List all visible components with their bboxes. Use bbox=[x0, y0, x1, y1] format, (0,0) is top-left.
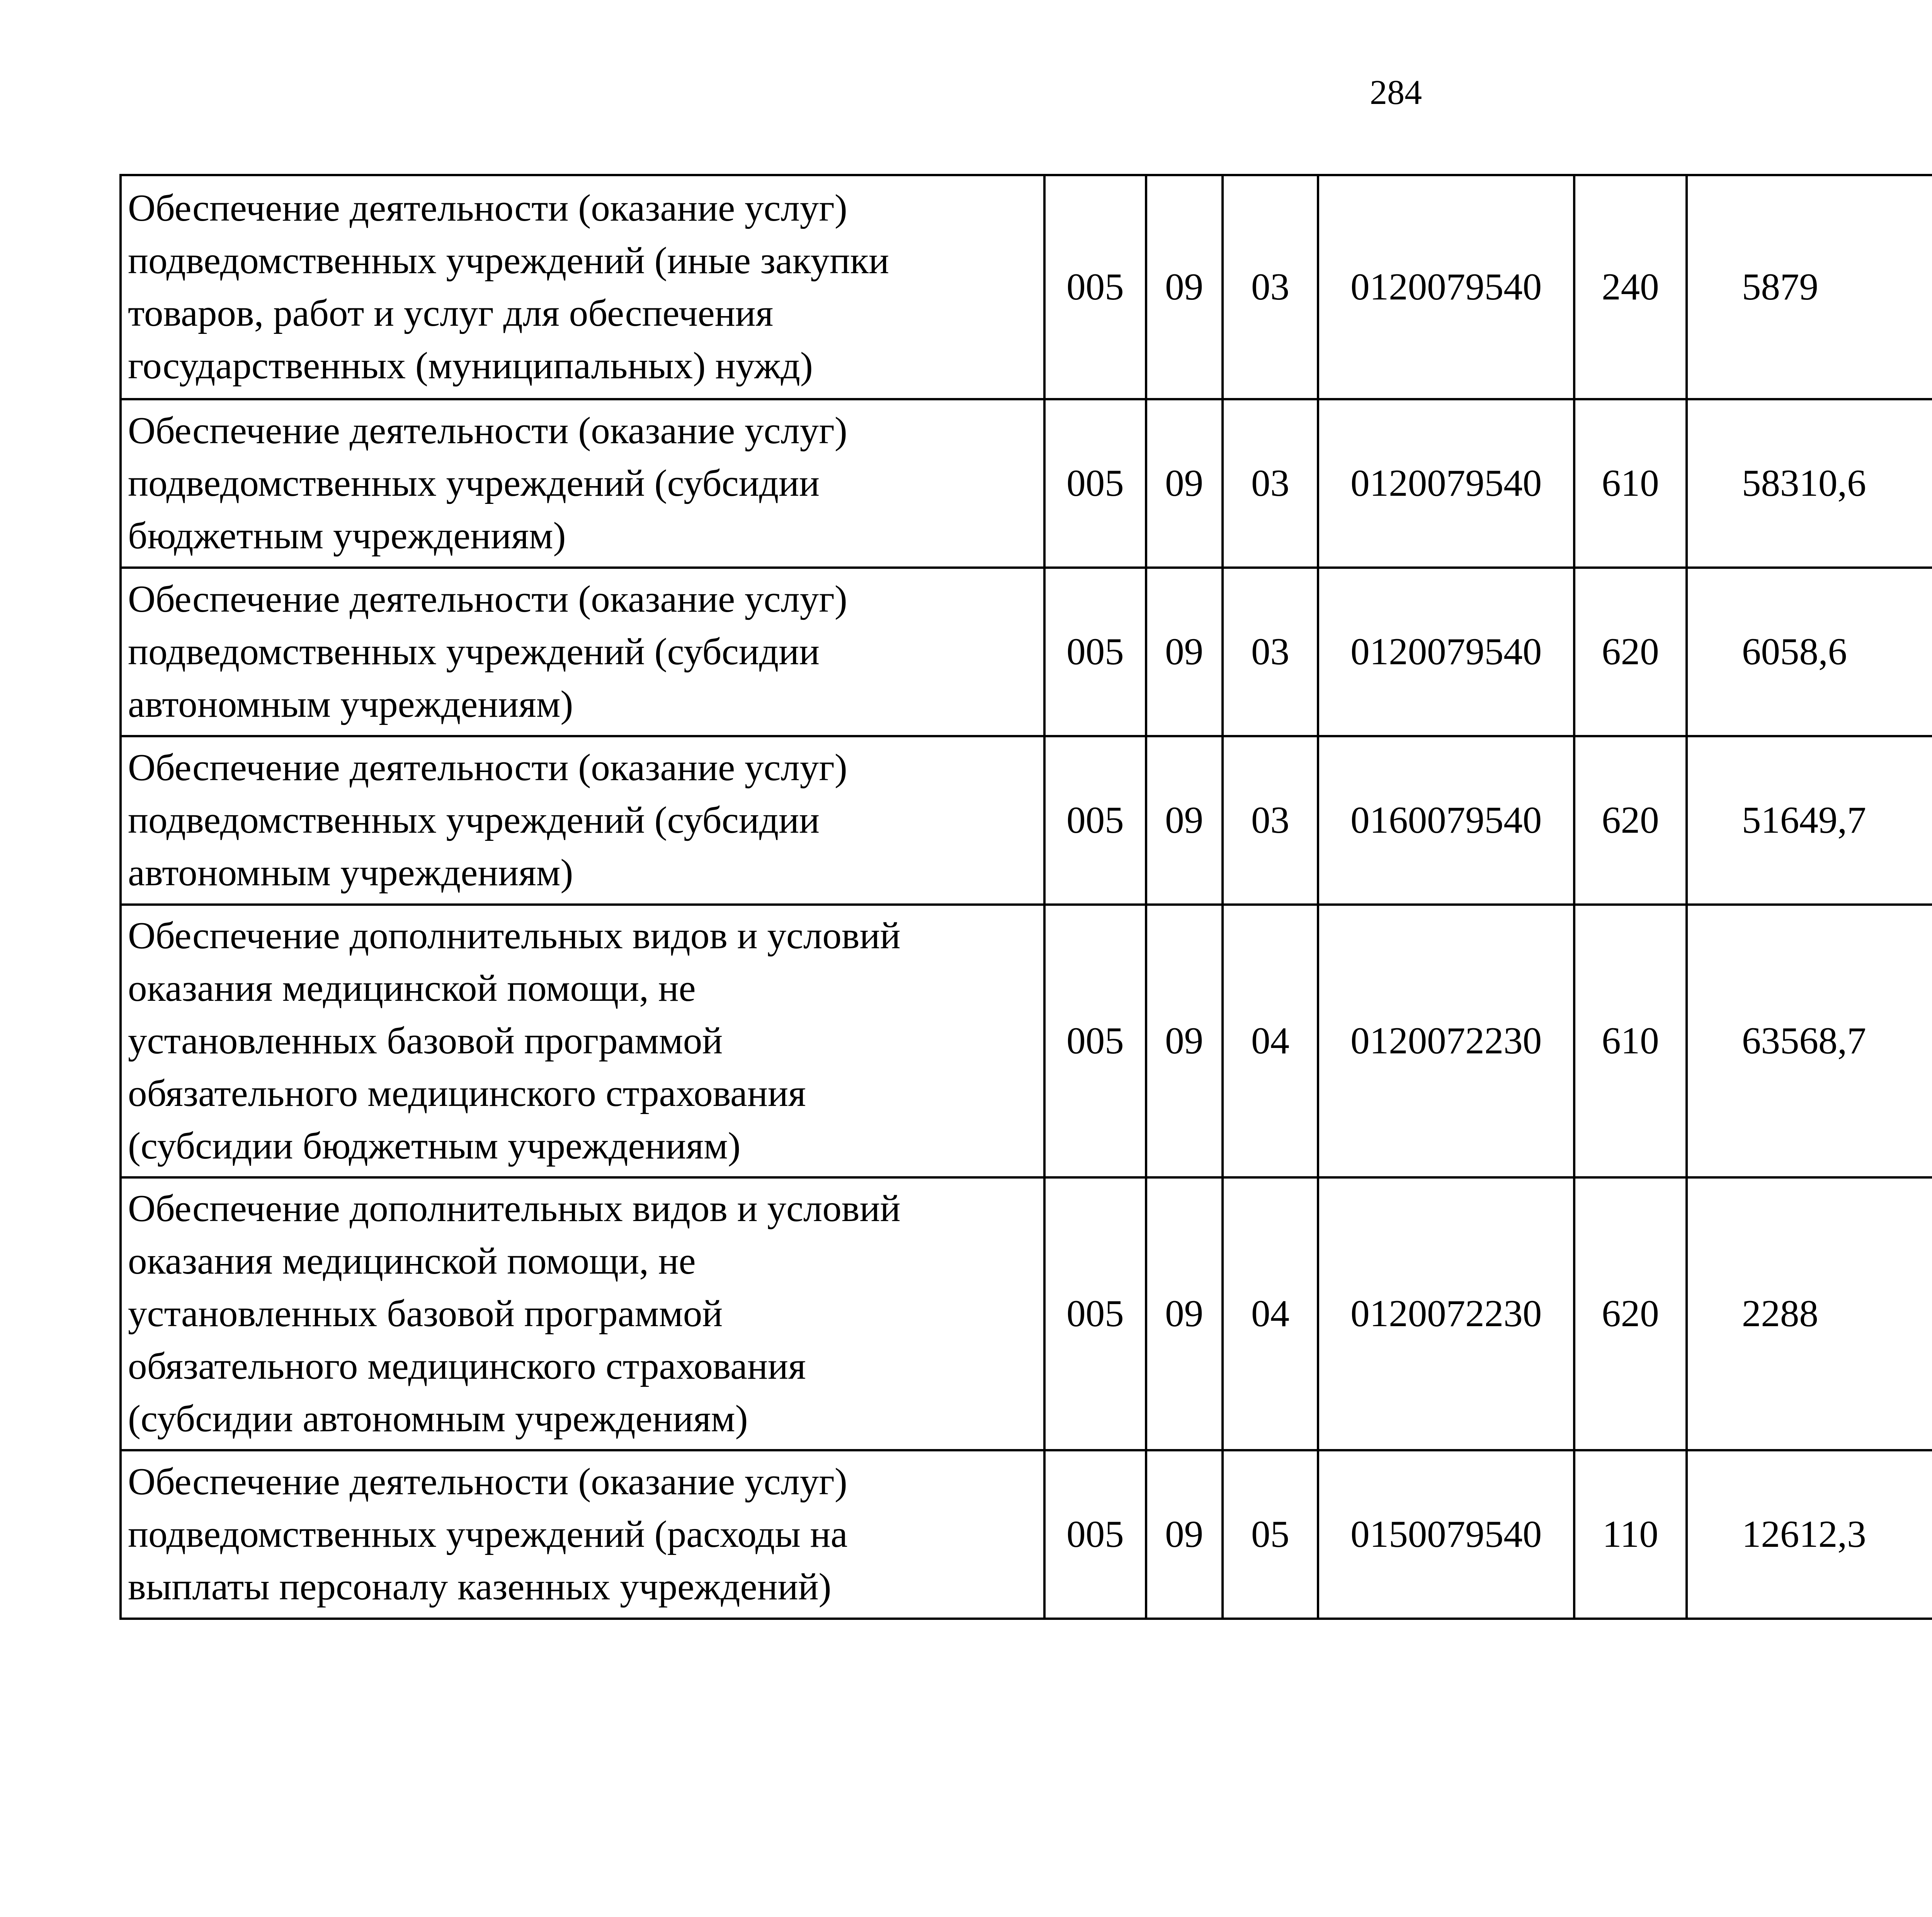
subsection-code-cell: 04 bbox=[1223, 905, 1318, 1177]
subsection-code-cell: 05 bbox=[1223, 1450, 1318, 1619]
description-line: автономным учреждениям) bbox=[128, 683, 573, 725]
expense-type-code-cell: 620 bbox=[1574, 1177, 1687, 1450]
expense-type-code-cell: 620 bbox=[1574, 568, 1687, 736]
budget-table bbox=[119, 174, 1932, 1620]
description-line: государственных (муниципальных) нужд) bbox=[128, 345, 813, 387]
description-line: выплаты персоналу казенных учреждений) bbox=[128, 1566, 832, 1608]
description-line: Обеспечение деятельности (оказание услуг) bbox=[128, 578, 847, 620]
target-article-code-cell: 0120079540 bbox=[1318, 175, 1574, 399]
description-line: Обеспечение деятельности (оказание услуг) bbox=[128, 187, 847, 229]
amount-year1-cell: 2288 bbox=[1687, 1177, 1932, 1450]
target-article-code-cell: 0150079540 bbox=[1318, 1450, 1574, 1619]
table-row bbox=[121, 399, 1932, 568]
table-row bbox=[121, 1177, 1932, 1450]
amount-year1-cell: 58310,6 bbox=[1687, 399, 1932, 568]
description-line: обязательного медицинского страхования bbox=[128, 1072, 806, 1114]
expense-description-cell bbox=[121, 175, 1044, 399]
ministry-code-cell: 005 bbox=[1044, 1177, 1146, 1450]
description-line: подведомственных учреждений (субсидии bbox=[128, 631, 820, 673]
target-article-code-cell: 0120072230 bbox=[1318, 905, 1574, 1177]
description-line: оказания медицинской помощи, не bbox=[128, 967, 696, 1009]
subsection-code-cell: 03 bbox=[1223, 568, 1318, 736]
table-row bbox=[121, 736, 1932, 905]
expense-description-cell bbox=[121, 736, 1044, 905]
description-line: установленных базовой программой bbox=[128, 1293, 723, 1335]
subsection-code-cell: 04 bbox=[1223, 1177, 1318, 1450]
target-article-code-cell: 0120079540 bbox=[1318, 399, 1574, 568]
description-line: товаров, работ и услуг для обеспечения bbox=[128, 292, 774, 334]
section-code-cell: 09 bbox=[1146, 175, 1223, 399]
page-number: 284 bbox=[1370, 73, 1422, 112]
amount-year1-cell: 12612,3 bbox=[1687, 1450, 1932, 1619]
description-line: оказания медицинской помощи, не bbox=[128, 1240, 696, 1282]
table-row bbox=[121, 568, 1932, 736]
section-code-cell: 09 bbox=[1146, 1450, 1223, 1619]
subsection-code-cell: 03 bbox=[1223, 175, 1318, 399]
subsection-code-cell: 03 bbox=[1223, 399, 1318, 568]
ministry-code-cell: 005 bbox=[1044, 568, 1146, 736]
section-code-cell: 09 bbox=[1146, 1177, 1223, 1450]
expense-description-cell bbox=[121, 1177, 1044, 1450]
target-article-code-cell: 0120079540 bbox=[1318, 568, 1574, 736]
section-code-cell: 09 bbox=[1146, 568, 1223, 736]
section-code-cell: 09 bbox=[1146, 736, 1223, 905]
ministry-code-cell: 005 bbox=[1044, 905, 1146, 1177]
description-line: Обеспечение деятельности (оказание услуг) bbox=[128, 747, 847, 789]
expense-type-code-cell: 110 bbox=[1574, 1450, 1687, 1619]
amount-year1-cell: 63568,7 bbox=[1687, 905, 1932, 1177]
description-line: Обеспечение деятельности (оказание услуг) bbox=[128, 1461, 847, 1503]
section-code-cell: 09 bbox=[1146, 905, 1223, 1177]
subsection-code-cell: 03 bbox=[1223, 736, 1318, 905]
expense-description-cell bbox=[121, 568, 1044, 736]
target-article-code-cell: 0160079540 bbox=[1318, 736, 1574, 905]
description-line: автономным учреждениям) bbox=[128, 852, 573, 894]
section-code-cell: 09 bbox=[1146, 399, 1223, 568]
table-row bbox=[121, 905, 1932, 1177]
expense-description-cell bbox=[121, 1450, 1044, 1619]
ministry-code-cell: 005 bbox=[1044, 399, 1146, 568]
ministry-code-cell: 005 bbox=[1044, 175, 1146, 399]
table-row bbox=[121, 175, 1932, 399]
ministry-code-cell: 005 bbox=[1044, 736, 1146, 905]
description-line: Обеспечение дополнительных видов и условий bbox=[128, 1187, 901, 1230]
description-line: бюджетным учреждениям) bbox=[128, 515, 566, 557]
expense-description-cell bbox=[121, 905, 1044, 1177]
amount-year1-cell: 6058,6 bbox=[1687, 568, 1932, 736]
description-line: подведомственных учреждений (субсидии bbox=[128, 799, 820, 841]
amount-year1-cell: 51649,7 bbox=[1687, 736, 1932, 905]
description-line: Обеспечение деятельности (оказание услуг) bbox=[128, 410, 847, 452]
table-body bbox=[121, 175, 1932, 1619]
table-row bbox=[121, 1450, 1932, 1619]
description-line: (субсидии автономным учреждениям) bbox=[128, 1398, 748, 1440]
expense-type-code-cell: 620 bbox=[1574, 736, 1687, 905]
expense-type-code-cell: 610 bbox=[1574, 399, 1687, 568]
description-line: подведомственных учреждений (расходы на bbox=[128, 1513, 848, 1555]
description-line: установленных базовой программой bbox=[128, 1020, 723, 1062]
description-line: (субсидии бюджетным учреждениям) bbox=[128, 1125, 741, 1167]
description-line: подведомственных учреждений (иные закупки bbox=[128, 240, 889, 282]
amount-year1-cell: 5879 bbox=[1687, 175, 1932, 399]
expense-description-cell bbox=[121, 399, 1044, 568]
description-line: подведомственных учреждений (субсидии bbox=[128, 462, 820, 504]
description-line: обязательного медицинского страхования bbox=[128, 1345, 806, 1387]
expense-type-code-cell: 610 bbox=[1574, 905, 1687, 1177]
description-line: Обеспечение дополнительных видов и условий bbox=[128, 915, 901, 957]
target-article-code-cell: 0120072230 bbox=[1318, 1177, 1574, 1450]
ministry-code-cell: 005 bbox=[1044, 1450, 1146, 1619]
expense-type-code-cell: 240 bbox=[1574, 175, 1687, 399]
